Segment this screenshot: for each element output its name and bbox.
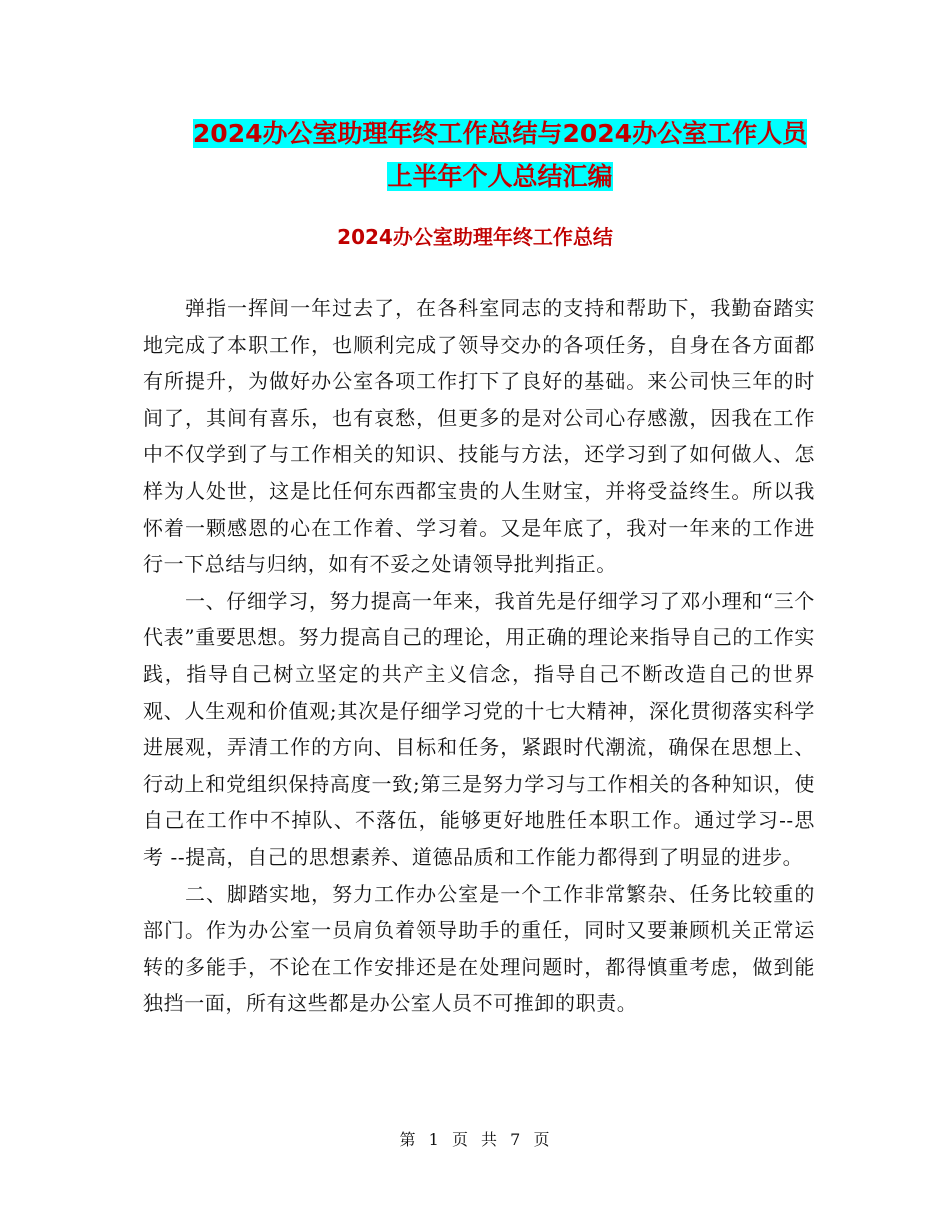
paragraph: 一、仔细学习，努力提高一年来，我首先是仔细学习了邓小理和“三个代表”重要思想。努力提高自己的理论，用正确的理论来指导自己的工作实践，指导自己树立坚定的共产主义信念，指导自己不断改造自己的世界观、人生观和价值观;其次是仔细学习党的十七大精神，深化贯彻落实科学进展观，弄清工作的方向、目标和任务，紧跟时代潮流，确保在思想上、行动上和党组织保持高度一致;第三是努力学习与工作相关的各种知识，使自己在工作中不掉队、不落伍，能够更好地胜任本职工作。通过学习--思考 --提高，自己的思想素养、道德品质和工作能力都得到了明显的进步。: [143, 588, 815, 869]
paragraph: 二、脚踏实地，努力工作办公室是一个工作非常繁杂、任务比较重的部门。作为办公室一员肩负着领导助手的重任，同时又要兼顾机关正常运转的多能手，不论在工作安排还是在处理问题时，都得慎重考虑，做到能独挡一面，所有这些都是办公室人员不可推卸的职责。: [143, 881, 815, 1016]
total-pages: 7: [510, 1130, 522, 1149]
document-body: [143, 290, 815, 1022]
total-suffix: 页: [533, 1130, 551, 1149]
page-footer: [0, 1128, 950, 1152]
page-mid: 页: [451, 1130, 469, 1149]
paragraph: 弹指一挥间一年过去了，在各科室同志的支持和帮助下，我勤奋踏实地完成了本职工作，也顺利完成了领导交办的各项任务，自身在各方面都有所提升，为做好办公室各项工作打下了良好的基础。来公司快三年的时间了，其间有喜乐，也有哀愁，但更多的是对公司心存感激，因我在工作中不仅学到了与工作相关的知识、技能与方法，还学习到了如何做人、怎样为人处世，这是比任何东西都宝贵的人生财宝，并将受益终生。所以我怀着一颗感恩的心在工作着、学习着。又是年底了，我对一年来的工作进行一下总结与归纳，如有不妥之处请领导批判指正。: [143, 296, 815, 577]
total-prefix: 共: [481, 1130, 499, 1149]
section-title: 2024办公室助理年终工作总结: [337, 225, 613, 249]
page-prefix: 第: [399, 1130, 417, 1149]
document-title: [140, 112, 860, 198]
document-title-line-1: 2024办公室助理年终工作总结与2024办公室工作人员: [192, 119, 808, 148]
document-title-line-2: 上半年个人总结汇编: [387, 162, 613, 191]
page-number: 1: [428, 1130, 440, 1149]
